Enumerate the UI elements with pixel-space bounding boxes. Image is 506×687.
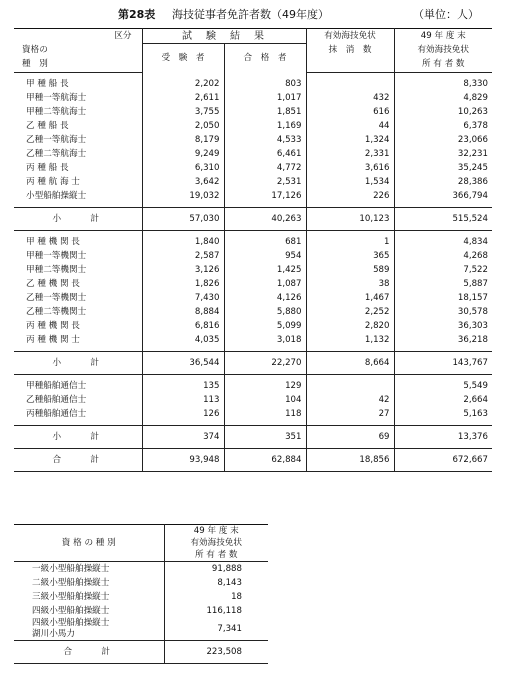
small-boat-total-label: 合 計	[14, 641, 164, 664]
row-qualification: 乙種一等機関士	[14, 291, 142, 305]
cell-holders: 36,218	[457, 334, 488, 345]
small-boat-row	[14, 604, 268, 618]
cell-passers: 62,884	[224, 448, 306, 471]
cell-passers: 104	[224, 393, 306, 407]
row-qualification: 甲 種 機 関 長	[14, 235, 142, 249]
cell-holders: 36,303	[457, 320, 488, 331]
subtotal-row	[14, 351, 492, 374]
cell-passers: 6,461	[224, 147, 306, 161]
cell-holders: 8,330	[463, 78, 488, 89]
row-qualification: 甲種船舶通信士	[14, 379, 142, 393]
row-qualification: 乙種二等航海士	[14, 147, 142, 161]
passers-header: 合 格 者	[224, 44, 306, 73]
cell-holders: 18,157	[457, 292, 488, 303]
table-row	[14, 147, 492, 161]
row-qualification: 小型船舶操縦士	[14, 189, 142, 203]
cell-revoked	[306, 379, 394, 393]
cell-revoked: 1,324	[306, 133, 394, 147]
qualification-name: 四級小型船舶操縦士	[32, 618, 110, 628]
cell-examinees: 6,310	[142, 161, 224, 175]
cell-holders: 13,376	[394, 425, 492, 448]
cell-examinees: 3,642	[142, 175, 224, 189]
table-row	[14, 189, 492, 203]
subtotal-row	[14, 448, 492, 471]
cell-examinees: 2,202	[142, 77, 224, 91]
qualification-name: 四級小型船舶操縦士	[32, 606, 110, 616]
qualification-name: 一級小型船舶操縦士	[32, 564, 110, 574]
sub-header-row-1	[14, 525, 268, 538]
row-qualification: 丙 種 機 関 士	[14, 333, 142, 347]
license-table	[14, 28, 492, 472]
cell-examinees: 3,755	[142, 105, 224, 119]
table-number: 第28表	[118, 8, 156, 21]
row-total-label: 合 計	[14, 448, 142, 471]
cell-examinees: 135	[142, 379, 224, 393]
cell-passers: 22,270	[224, 351, 306, 374]
cell-holders: 143,767	[394, 351, 492, 374]
row-qualification: 甲種二等機関士	[14, 263, 142, 277]
small-boat-qualification	[14, 604, 164, 618]
cell-passers: 5,880	[224, 305, 306, 319]
row-qualification: 乙種一等航海士	[14, 133, 142, 147]
cell-holders: 2,664	[463, 394, 488, 405]
table-row	[14, 77, 492, 91]
table-row	[14, 263, 492, 277]
cell-examinees: 4,035	[142, 333, 224, 347]
cell-revoked: 2,820	[306, 319, 394, 333]
cell-holders: 32,231	[457, 148, 488, 159]
qualification-name-suffix: 湖川小馬力	[32, 629, 75, 639]
small-boat-row	[14, 562, 268, 577]
row-qualification: 乙種船舶通信士	[14, 393, 142, 407]
unit-label: （単位：人）	[413, 8, 479, 21]
cell-passers: 803	[224, 77, 306, 91]
cell-passers: 351	[224, 425, 306, 448]
small-boat-holders: 8,143	[217, 578, 242, 588]
cell-revoked: 2,331	[306, 147, 394, 161]
table-row	[14, 291, 492, 305]
row-qualification: 乙種二等機関士	[14, 305, 142, 319]
table-row	[14, 105, 492, 119]
small-boat-table	[14, 524, 268, 664]
cell-revoked: 2,252	[306, 305, 394, 319]
subtotal-row	[14, 425, 492, 448]
row-qualification: 甲種二等航海士	[14, 105, 142, 119]
table-row	[14, 175, 492, 189]
cell-revoked: 365	[306, 249, 394, 263]
cell-examinees: 8,884	[142, 305, 224, 319]
cell-holders: 23,066	[457, 134, 488, 145]
cell-passers: 118	[224, 407, 306, 421]
cell-passers: 4,533	[224, 133, 306, 147]
cell-passers: 1,425	[224, 263, 306, 277]
table-heading: 海技従事者免許者数（49年度）	[172, 8, 329, 21]
cell-passers: 5,099	[224, 319, 306, 333]
cell-holders: 30,578	[457, 306, 488, 317]
cell-revoked: 69	[306, 425, 394, 448]
cell-passers: 954	[224, 249, 306, 263]
cell-examinees: 1,826	[142, 277, 224, 291]
cell-examinees: 93,948	[142, 448, 224, 471]
qualification-name: 三級小型船舶操縦士	[32, 592, 110, 602]
row-qualification: 丙 種 機 関 長	[14, 319, 142, 333]
cell-holders: 4,829	[463, 92, 488, 103]
table-row	[14, 333, 492, 347]
cell-passers: 1,851	[224, 105, 306, 119]
table-row	[14, 277, 492, 291]
cell-holders: 5,549	[463, 380, 488, 391]
cell-holders: 5,887	[463, 278, 488, 289]
cell-holders: 28,386	[457, 176, 488, 187]
cell-revoked: 44	[306, 119, 394, 133]
corner-bottom-2: 種 別	[14, 58, 142, 73]
table-row	[14, 119, 492, 133]
cell-examinees: 9,249	[142, 147, 224, 161]
cell-holders: 672,667	[394, 448, 492, 471]
cell-examinees: 1,840	[142, 235, 224, 249]
table-row	[14, 235, 492, 249]
table-row	[14, 133, 492, 147]
row-total-label: 小 計	[14, 351, 142, 374]
cell-holders: 6,378	[463, 120, 488, 131]
small-boat-qualification	[14, 562, 164, 577]
cell-examinees: 7,430	[142, 291, 224, 305]
cell-revoked: 27	[306, 407, 394, 421]
row-qualification: 甲種一等航海士	[14, 91, 142, 105]
cell-revoked: 8,664	[306, 351, 394, 374]
table-row	[14, 91, 492, 105]
exam-results-header: 試 験 結 果	[142, 29, 306, 44]
small-boat-row	[14, 576, 268, 590]
cell-passers: 4,126	[224, 291, 306, 305]
cell-examinees: 19,032	[142, 189, 224, 203]
small-boat-total-row	[14, 641, 268, 664]
qualification-name: 二級小型船舶操縦士	[32, 578, 110, 588]
small-boat-row	[14, 618, 268, 641]
cell-passers: 17,126	[224, 189, 306, 203]
row-total-label: 小 計	[14, 425, 142, 448]
cell-examinees: 2,050	[142, 119, 224, 133]
cell-passers: 40,263	[224, 207, 306, 230]
cell-examinees: 6,816	[142, 319, 224, 333]
cell-revoked: 38	[306, 277, 394, 291]
table-title	[0, 6, 506, 24]
sub-header-right-1: 49 年 度 末	[193, 526, 239, 536]
table-row	[14, 305, 492, 319]
cell-holders: 4,834	[463, 236, 488, 247]
cell-holders: 35,245	[457, 162, 488, 173]
revoked-header-1: 有効海技免状	[306, 29, 394, 44]
cell-holders: 515,524	[394, 207, 492, 230]
small-boat-holders: 7,341	[217, 624, 242, 634]
cell-examinees: 374	[142, 425, 224, 448]
small-boat-holders: 116,118	[206, 606, 242, 616]
table-row	[14, 249, 492, 263]
cell-passers: 1,017	[224, 91, 306, 105]
cell-revoked: 42	[306, 393, 394, 407]
cell-holders: 5,163	[463, 408, 488, 419]
row-qualification: 甲 種 船 長	[14, 77, 142, 91]
table-row	[14, 407, 492, 421]
table-row	[14, 161, 492, 175]
row-qualification: 乙 種 船 長	[14, 119, 142, 133]
sub-header-left: 資 格 の 種 別	[14, 525, 164, 562]
header-row-2	[14, 44, 492, 58]
sub-header-right-2: 有効海技免状	[190, 538, 243, 548]
row-qualification: 丙種船舶通信士	[14, 407, 142, 421]
cell-holders: 366,794	[452, 190, 488, 201]
cell-examinees: 8,179	[142, 133, 224, 147]
cell-revoked: 616	[306, 105, 394, 119]
corner-top: 区分	[14, 29, 142, 44]
cell-examinees: 57,030	[142, 207, 224, 230]
corner-bottom-1: 資格の	[14, 44, 142, 58]
cell-revoked: 10,123	[306, 207, 394, 230]
cell-revoked: 18,856	[306, 448, 394, 471]
header-row-1	[14, 29, 492, 44]
cell-revoked: 226	[306, 189, 394, 203]
small-boat-qualification	[14, 618, 164, 641]
small-boat-holders: 18	[231, 592, 242, 602]
cell-holders: 4,268	[463, 250, 488, 261]
cell-revoked: 1,132	[306, 333, 394, 347]
cell-passers: 129	[224, 379, 306, 393]
examinees-header: 受 験 者	[142, 44, 224, 73]
cell-revoked	[306, 77, 394, 91]
cell-examinees: 36,544	[142, 351, 224, 374]
small-boat-qualification	[14, 590, 164, 604]
holders-header-2: 有効海技免状	[417, 45, 470, 55]
cell-examinees: 2,611	[142, 91, 224, 105]
holders-header-1: 49 年 度 末	[420, 30, 466, 41]
revoked-header-2: 抹 消 数	[306, 44, 394, 58]
table-row	[14, 379, 492, 393]
row-qualification: 丙 種 航 海 士	[14, 175, 142, 189]
cell-passers: 2,531	[224, 175, 306, 189]
subtotal-row	[14, 207, 492, 230]
small-boat-row	[14, 590, 268, 604]
cell-revoked: 1,467	[306, 291, 394, 305]
row-qualification: 甲種一等機関士	[14, 249, 142, 263]
cell-holders: 10,263	[457, 106, 488, 117]
small-boat-qualification	[14, 576, 164, 590]
row-total-label: 小 計	[14, 207, 142, 230]
holders-header-3: 所 有 者 数	[394, 58, 492, 73]
row-qualification: 乙 種 機 関 長	[14, 277, 142, 291]
cell-passers: 4,772	[224, 161, 306, 175]
cell-examinees: 126	[142, 407, 224, 421]
cell-passers: 3,018	[224, 333, 306, 347]
sub-header-right-3: 所 有 者 数	[164, 549, 268, 562]
cell-examinees: 3,126	[142, 263, 224, 277]
table-row	[14, 319, 492, 333]
cell-passers: 1,169	[224, 119, 306, 133]
cell-holders: 7,522	[463, 264, 488, 275]
cell-passers: 681	[224, 235, 306, 249]
row-qualification: 丙 種 船 長	[14, 161, 142, 175]
cell-revoked: 1	[306, 235, 394, 249]
small-boat-holders: 91,888	[211, 564, 242, 574]
cell-revoked: 3,616	[306, 161, 394, 175]
cell-examinees: 113	[142, 393, 224, 407]
table-row	[14, 393, 492, 407]
cell-revoked: 589	[306, 263, 394, 277]
cell-revoked: 1,534	[306, 175, 394, 189]
cell-passers: 1,087	[224, 277, 306, 291]
small-boat-total-value: 223,508	[164, 641, 268, 664]
cell-revoked: 432	[306, 91, 394, 105]
cell-examinees: 2,587	[142, 249, 224, 263]
